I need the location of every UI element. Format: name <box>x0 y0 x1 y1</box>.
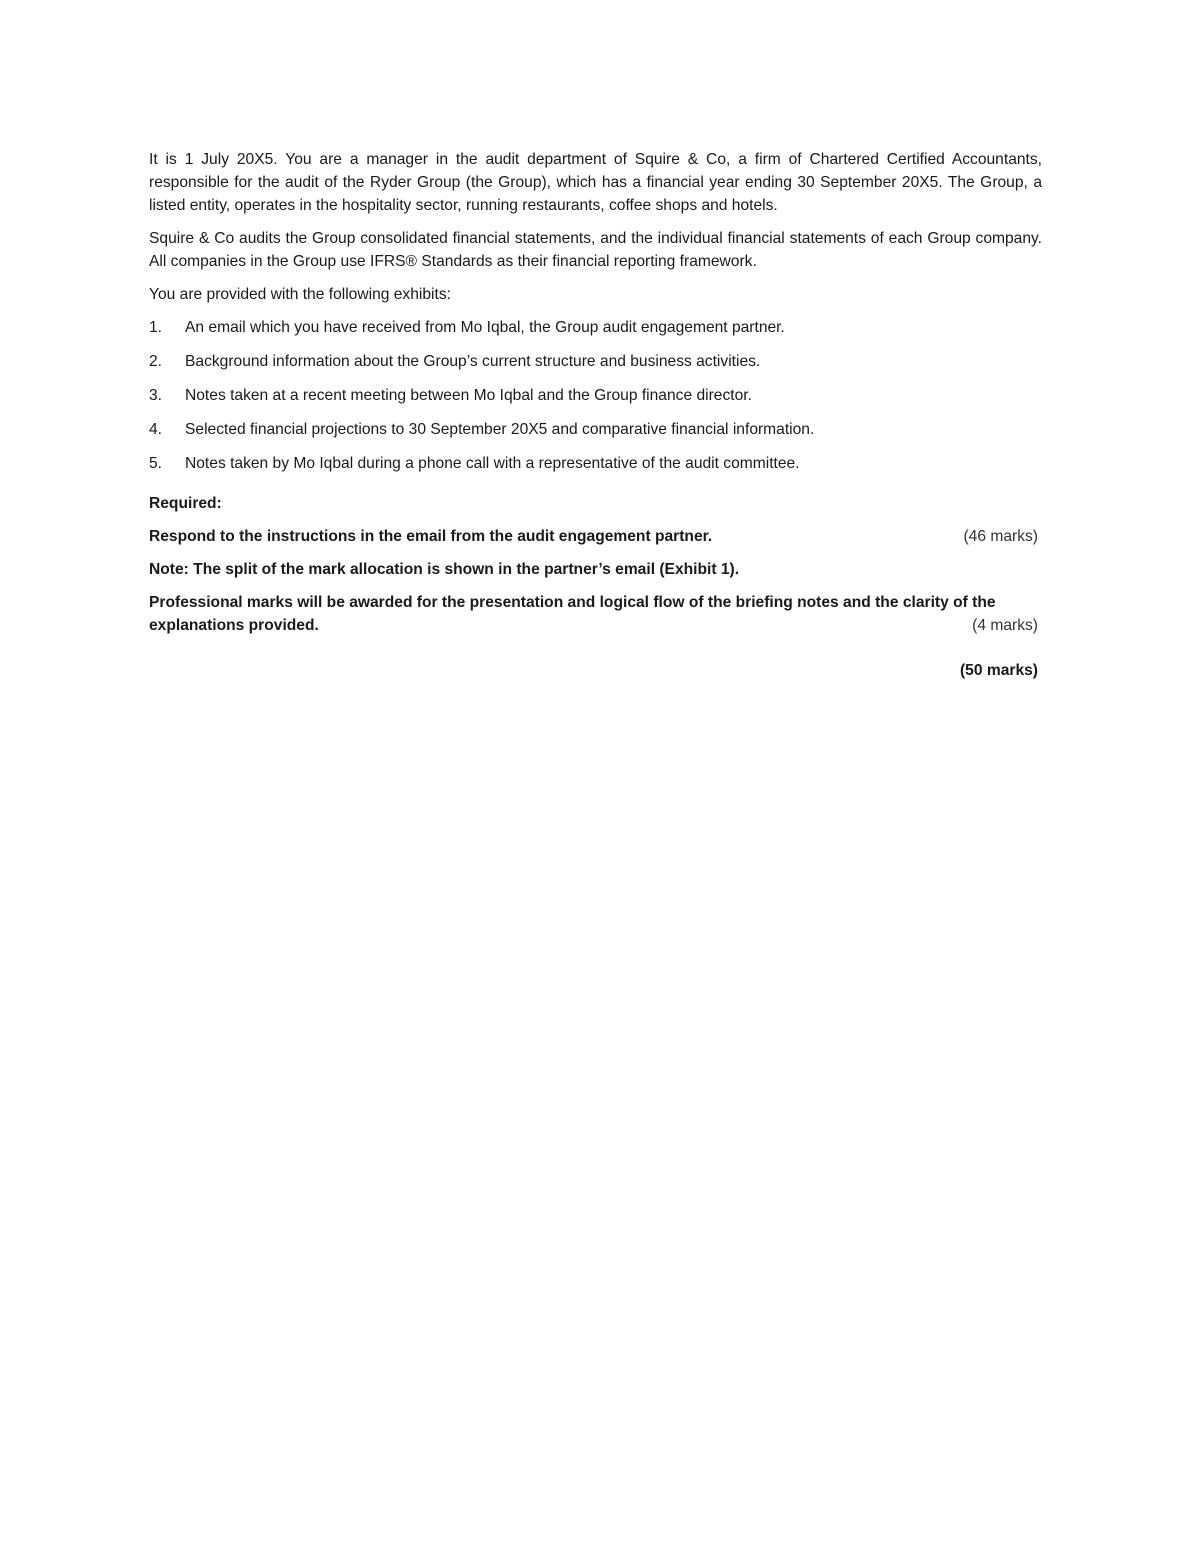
document-page <box>149 148 1042 682</box>
instruction-row <box>149 525 1042 548</box>
list-item-number: 3. <box>149 387 163 404</box>
list-item-text: Selected financial projections to 30 September 20X5 and comparative financial information. <box>185 421 815 438</box>
exhibits-intro: You are provided with the following exhibits: <box>149 286 451 303</box>
list-item <box>149 384 1042 407</box>
list-item <box>149 418 1042 441</box>
list-item <box>149 316 1042 339</box>
intro-paragraph-2: Squire & Co audits the Group consolidated financial statements, and the individual financial statements of each Group company. All companies in the Group use IFRS® Standards as their financial reporting framework. <box>149 230 1042 270</box>
required-heading: Required: <box>149 495 222 512</box>
professional-marks: (4 marks) <box>972 617 1038 634</box>
list-item-text: An email which you have received from Mo Iqbal, the Group audit engagement partner. <box>185 319 785 336</box>
list-item-text: Notes taken at a recent meeting between Mo Iqbal and the Group finance director. <box>185 387 752 404</box>
list-item <box>149 452 1042 475</box>
professional-marks-text-end: explanations provided. <box>149 617 319 634</box>
professional-marks-row <box>149 614 1042 637</box>
intro-paragraph-1: It is 1 July 20X5. You are a manager in the audit department of Squire & Co, a firm of Chartered Certified Accountants, responsible for the audit of the Ryder Group (the Group), which has a financial year ending 30 September 20X5. The Group, a listed entity, operates in the hospitality sector, running restaurants, coffee shops and hotels. <box>149 151 1042 214</box>
list-item-number: 5. <box>149 455 163 472</box>
professional-marks-text: Professional marks will be awarded for the presentation and logical flow of the briefing notes and the clarity of the <box>149 594 996 611</box>
list-item <box>149 350 1042 373</box>
list-item-number: 1. <box>149 319 163 336</box>
list-item-number: 2. <box>149 353 163 370</box>
exhibits-list <box>149 316 1042 475</box>
total-marks: (50 marks) <box>959 662 1038 679</box>
list-item-text: Notes taken by Mo Iqbal during a phone call with a representative of the audit committee. <box>185 455 800 472</box>
instruction-text: Respond to the instructions in the email from the audit engagement partner. <box>149 528 713 545</box>
mark-allocation-note: Note: The split of the mark allocation is shown in the partner’s email (Exhibit 1). <box>149 561 740 578</box>
list-item-number: 4. <box>149 421 163 438</box>
list-item-text: Background information about the Group’s current structure and business activities. <box>185 353 761 370</box>
instruction-marks: (46 marks) <box>963 528 1038 545</box>
